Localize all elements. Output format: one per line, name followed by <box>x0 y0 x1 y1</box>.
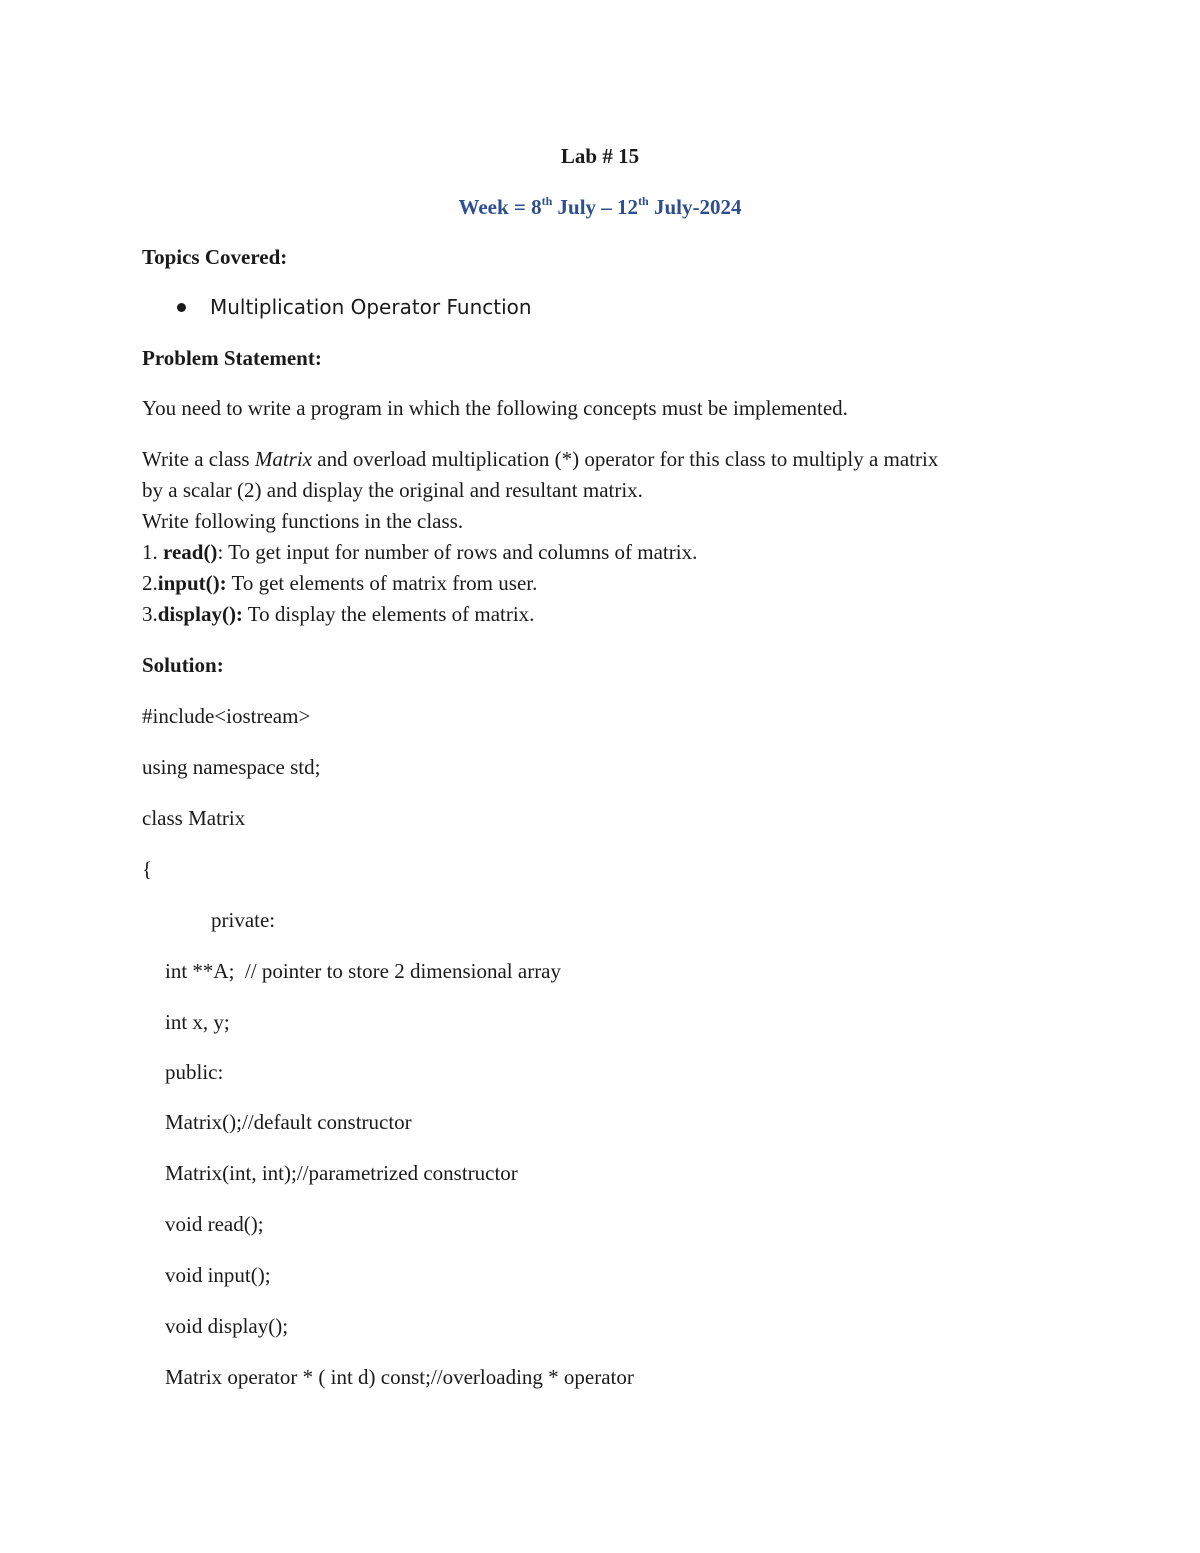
solution-heading: Solution: <box>142 653 224 677</box>
function-name: display(): <box>157 602 243 626</box>
code-line: Matrix(int, int);//parametrized constructor <box>165 1161 518 1185</box>
problem-heading: Problem Statement: <box>142 346 322 370</box>
code-line: using namespace std; <box>142 755 321 779</box>
code-line: public: <box>165 1060 224 1084</box>
function-item-read <box>142 539 697 565</box>
week-dates <box>0 194 1200 220</box>
topic-label: Multiplication Operator Function <box>210 295 532 319</box>
week-mid: July – 12 <box>552 195 639 219</box>
class-name: Matrix <box>254 447 313 471</box>
functions-intro: Write following functions in the class. <box>142 509 464 533</box>
lab-title: Lab # 15 <box>560 144 640 168</box>
code-line: int x, y; <box>165 1010 230 1034</box>
code-line: class Matrix <box>142 806 246 830</box>
function-name: input(): <box>157 571 227 595</box>
function-description: To display the elements of matrix. <box>242 602 535 626</box>
code-line: #include<iostream> <box>142 704 311 728</box>
function-description: To get elements of matrix from user. <box>226 571 538 595</box>
function-name: read() <box>163 540 218 564</box>
function-number: 2. <box>142 571 158 595</box>
week-sup-2: th <box>638 194 649 208</box>
week-suffix: July-2024 <box>648 195 742 219</box>
code-line: void read(); <box>165 1212 264 1236</box>
problem-paragraph-line-1 <box>142 446 938 472</box>
code-line: private: <box>211 908 276 932</box>
week-prefix: Week = 8 <box>458 195 542 219</box>
code-line: Matrix();//default constructor <box>165 1110 412 1134</box>
function-number: 1. <box>142 540 163 564</box>
function-number: 3. <box>142 602 158 626</box>
function-item-display <box>142 601 534 627</box>
p1-text-a: Write a class <box>142 447 255 471</box>
p1-text-b: and overload multiplication (*) operator for this class to multiply a matrix <box>312 447 939 471</box>
code-line: int **A; // pointer to store 2 dimensional array <box>165 959 562 983</box>
bullet-icon <box>177 303 186 312</box>
function-item-input <box>142 570 537 596</box>
topics-heading: Topics Covered: <box>142 245 288 269</box>
function-description: : To get input for number of rows and columns of matrix. <box>217 540 698 564</box>
problem-intro: You need to write a program in which the following concepts must be implemented. <box>142 396 848 420</box>
code-line: { <box>142 857 153 881</box>
problem-paragraph-line-2: by a scalar (2) and display the original and resultant matrix. <box>142 478 643 502</box>
week-sup-1: th <box>541 194 553 208</box>
code-line: Matrix operator * ( int d) const;//overloading * operator <box>165 1365 634 1389</box>
code-line: void input(); <box>165 1263 271 1287</box>
code-line: void display(); <box>165 1314 289 1338</box>
